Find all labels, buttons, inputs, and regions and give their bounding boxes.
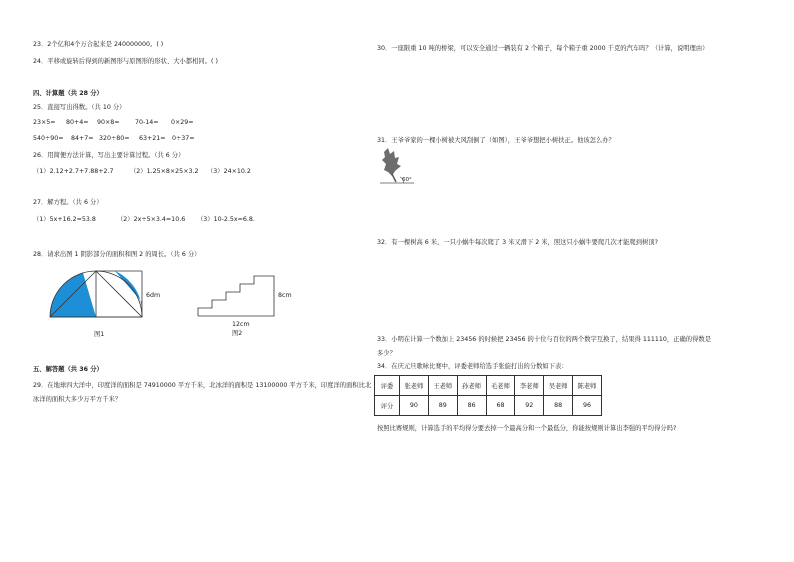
section-4-title: 四、计算题（共 28 分） — [33, 90, 103, 97]
question-25: 25．直接写出得数。（共 10 分） — [33, 104, 126, 111]
question-34-note: 按照比赛规则，计算选手的平均得分要去掉一个最高分和一个最低分，你能按规则计算出李强的平均得分吗? — [377, 425, 677, 432]
table-cell: 王老师 — [428, 376, 457, 396]
q25-r1-c3: 90×8= — [97, 119, 120, 126]
question-29: 29．在地球四大洋中，印度洋的面积是 74910000 平方千米，北冰洋的面积是 13100000 平方千米，印度洋的面积比北冰洋的面积大多少万平方千米？ — [33, 382, 372, 403]
table-cell: 88 — [544, 396, 573, 416]
q26-item-2: （2）1.25×8×25×3.2 — [130, 168, 199, 175]
table-cell: 92 — [515, 396, 544, 416]
q26-item-1: （1）2.12+2.7+7.88+2.7 — [33, 168, 114, 175]
table-row — [375, 376, 602, 396]
table-cell: 86 — [457, 396, 486, 416]
q25-r1-c4: 70-14= — [135, 119, 159, 126]
table-cell: 68 — [486, 396, 515, 416]
table-cell: 孙老师 — [457, 376, 486, 396]
table-cell: 89 — [428, 396, 457, 416]
q27-item-2: （2）2x÷5×3.4=10.6 — [117, 216, 186, 223]
q27-item-1: （1）5x+16.2=53.8 — [33, 216, 96, 223]
figure-2-caption: 图2 — [232, 330, 243, 337]
tree-angle-label: 60° — [402, 177, 412, 183]
q25-r2-c1: 540÷90= — [33, 135, 64, 142]
table-cell: 毛老师 — [486, 376, 515, 396]
question-34: 34．在庆元旦歌咏比赛中，评委老师给选手张旋打出的分数如下表： — [377, 363, 568, 370]
question-26: 26．用简便方法计算，写出主要计算过程。（共 6 分） — [33, 152, 185, 159]
q25-r1-c1: 23×5= — [33, 119, 56, 126]
score-table — [374, 375, 602, 416]
table-cell: 评委 — [375, 376, 400, 396]
table-cell: 张老师 — [400, 376, 429, 396]
question-33: 33．小明在计算一个数加上 23456 的时候把 23456 的十位与百位的两个数字互换了，结果得 111110，正确的得数是多少？ — [377, 336, 711, 357]
q25-r2-c5: 0÷37= — [172, 135, 195, 142]
question-31: 31．王爷爷家的一棵小树被大风刮倒了（如图），王爷爷想把小树扶正。他该怎么办？ — [377, 137, 615, 144]
figure-2-width: 12cm — [232, 321, 250, 328]
question-23: 23．2个亿和4个万合起来是 240000000。( ) — [33, 41, 164, 48]
table-cell: 李老师 — [515, 376, 544, 396]
q25-r1-c5: 0×29= — [171, 119, 194, 126]
question-24: 24．平移或旋转后得到的新图形与原图形的形状、大小都相同。( ) — [33, 58, 218, 65]
fallen-tree-illustration — [378, 146, 418, 186]
table-cell: 评分 — [375, 396, 400, 416]
table-row — [375, 396, 602, 416]
table-cell: 96 — [573, 396, 602, 416]
question-30: 30．一座限重 10 吨的桥梁，可以安全通过一辆装有 2 个箱子，每个箱子重 2000 千克的汽车吗？（计算，说明理由） — [377, 45, 709, 52]
q26-item-3: （3）24×10.2 — [207, 168, 251, 175]
q25-r2-c3: 320÷80= — [99, 135, 130, 142]
q27-item-3: （3）10-2.5x=6.8. — [197, 216, 255, 223]
figure-2-height: 8cm — [278, 292, 292, 299]
question-32: 32．有一棵树高 6 米，一只小蜗牛每次爬了 3 米又滑下 2 米，照这只小蜗牛要爬几次才能爬到树顶? — [377, 239, 658, 246]
figure-1-dimension: 6dm — [146, 292, 161, 299]
question-28: 28．请求出图 1 阴影部分的面积和图 2 的周长。（共 6 分） — [33, 251, 201, 258]
figure-1-caption: 图1 — [94, 331, 105, 338]
q25-r2-c4: 63+21= — [139, 135, 166, 142]
q25-r2-c2: 84+7= — [71, 135, 94, 142]
table-cell: 吴老师 — [544, 376, 573, 396]
question-27: 27．解方程。（共 6 分） — [33, 199, 103, 206]
q25-r1-c2: 80+4= — [66, 119, 89, 126]
table-cell: 陈老师 — [573, 376, 602, 396]
section-5-title: 五、解答题（共 36 分） — [33, 366, 103, 373]
table-cell: 90 — [400, 396, 429, 416]
